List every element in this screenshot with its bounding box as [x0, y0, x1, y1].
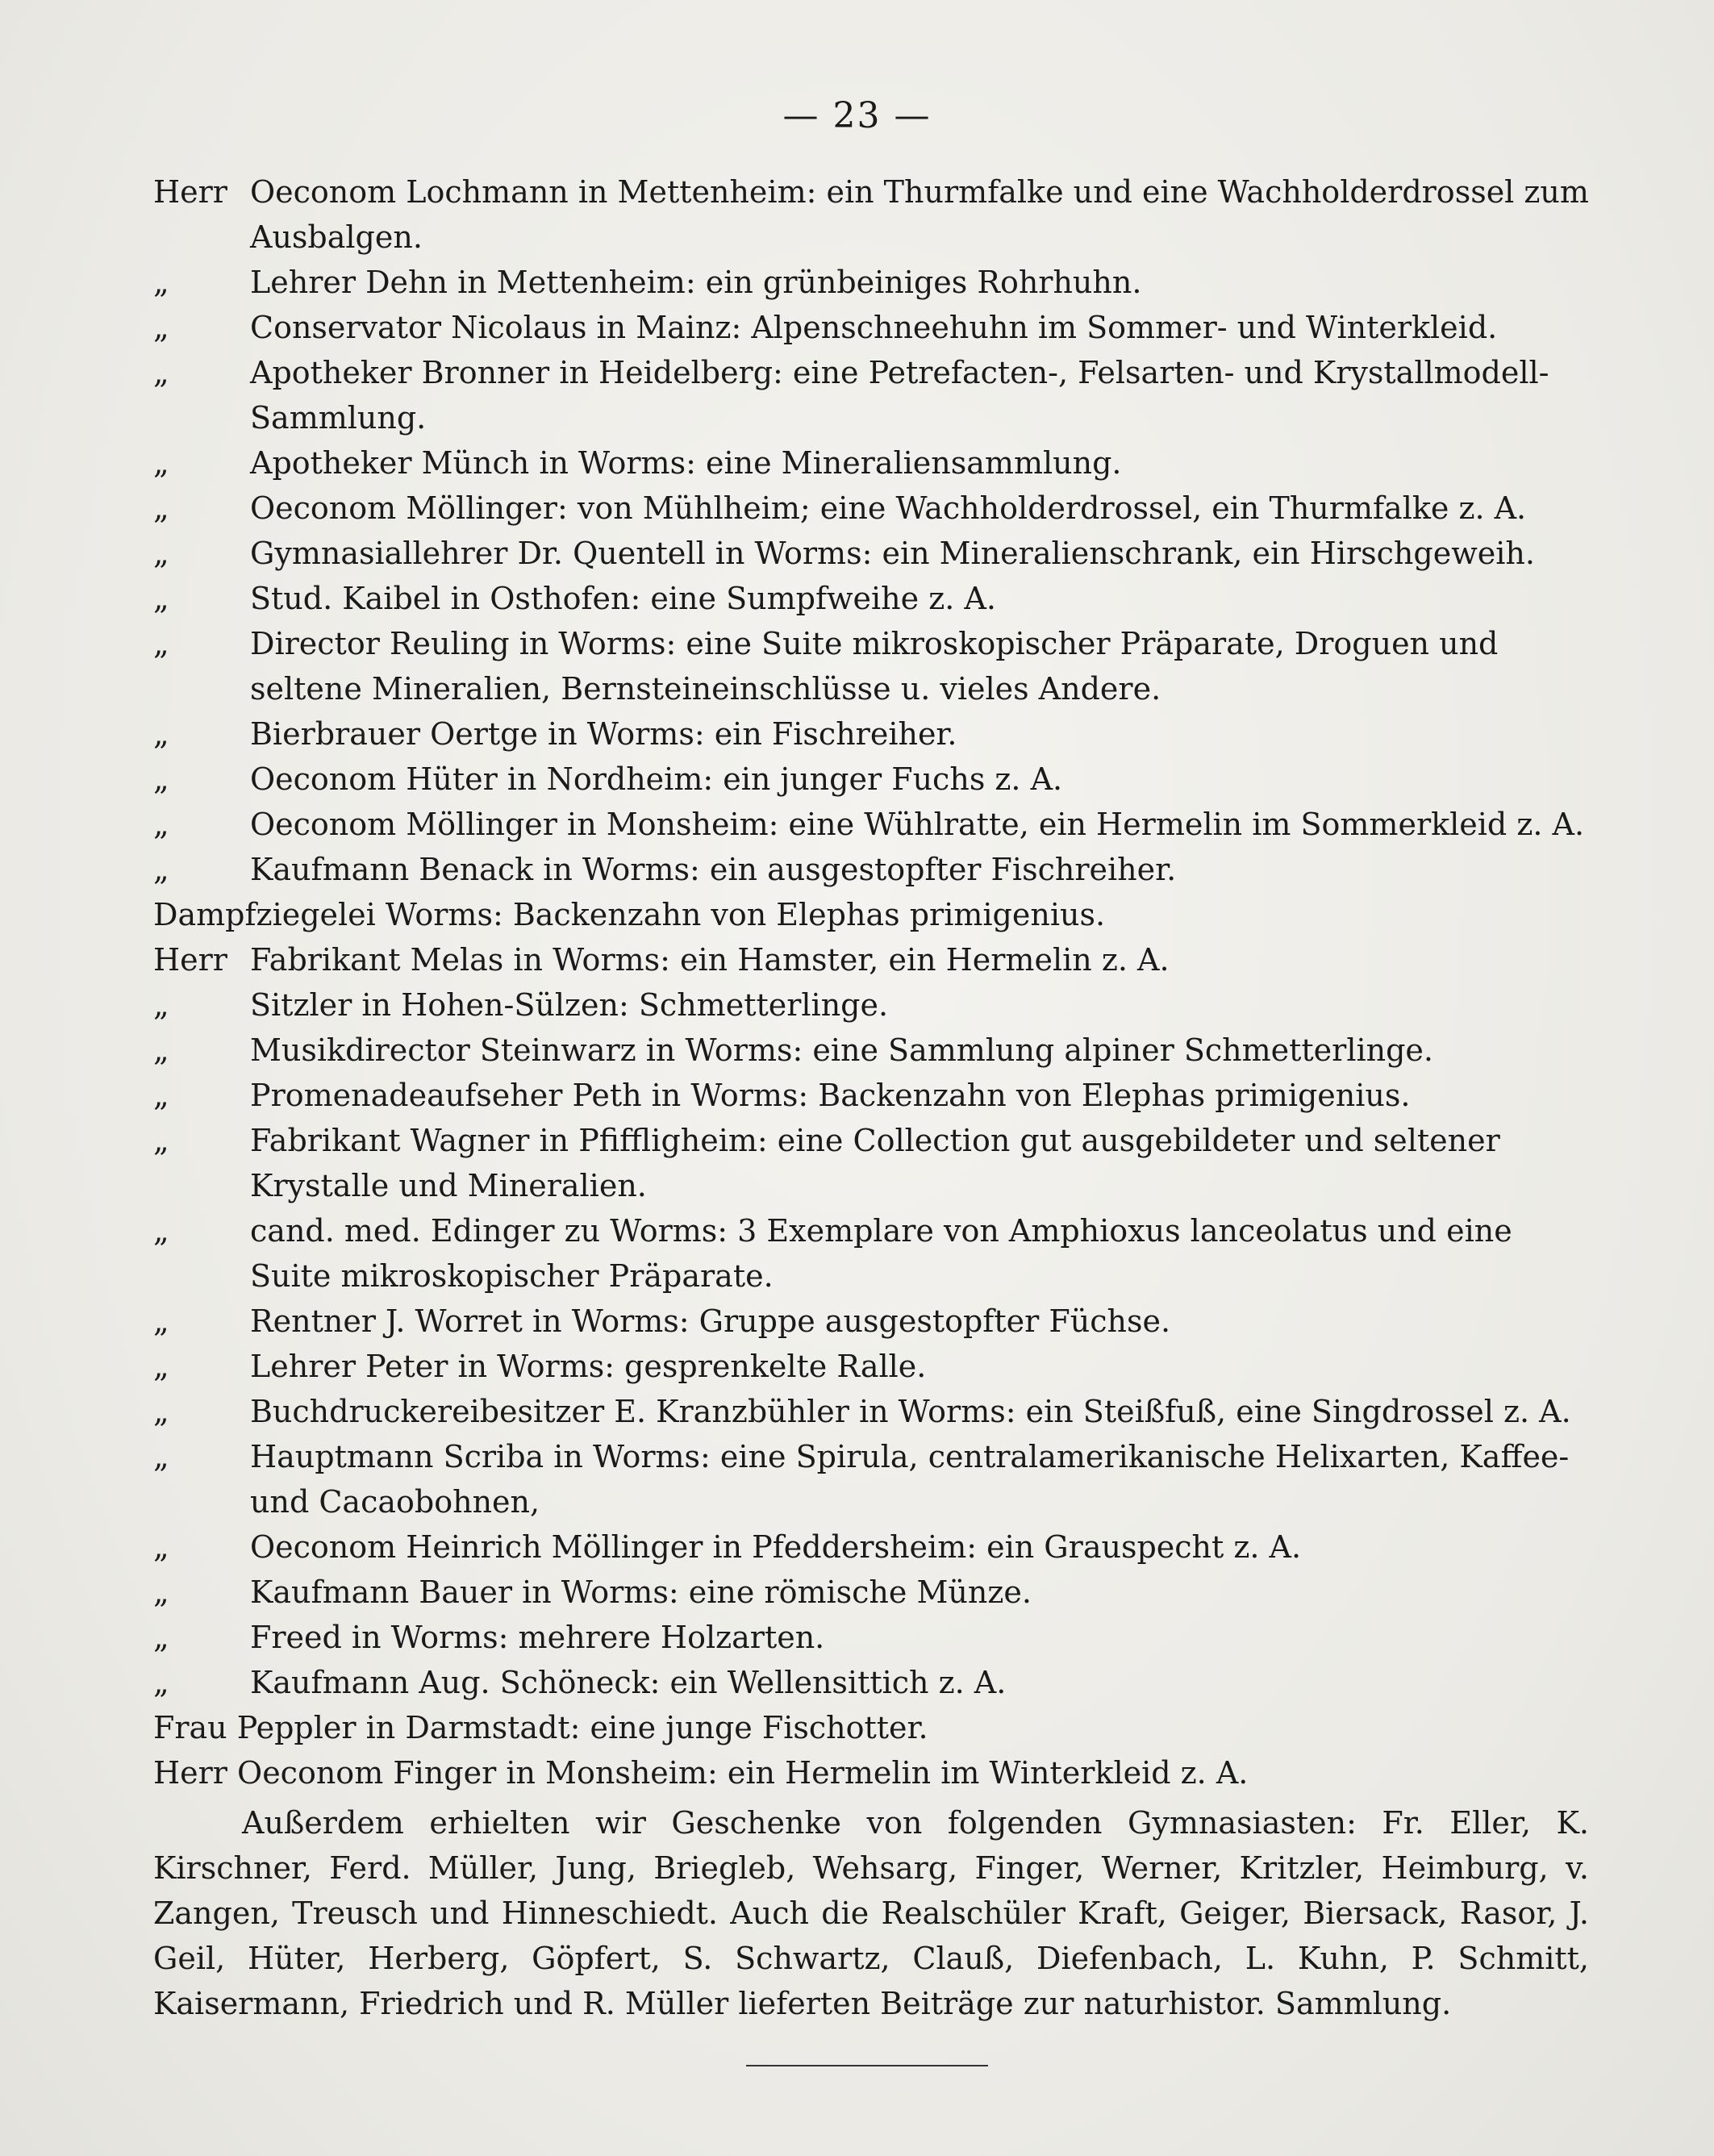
- entry-text: Lehrer Peter in Worms: gesprenkelte Ralle.: [250, 1349, 927, 1384]
- list-item: [153, 621, 1589, 711]
- entry-text: Oeconom Möllinger: von Mühlheim; eine Wachholderdrossel, ein Thurmfalke z. A.: [250, 490, 1527, 526]
- list-item: [153, 1524, 1589, 1570]
- list-item: [153, 1028, 1589, 1073]
- list-item: [153, 802, 1589, 847]
- entry-prefix: „: [153, 1303, 169, 1339]
- entry-text: Oeconom Hüter in Nordheim: ein junger Fuchs z. A.: [250, 761, 1063, 797]
- list-item: [153, 1660, 1589, 1705]
- entry-text: Kaufmann Bauer in Worms: eine römische Münze.: [250, 1574, 1032, 1610]
- entry-prefix: „: [153, 1123, 169, 1158]
- list-item: [153, 937, 1589, 982]
- entry-text: Promenadeaufseher Peth in Worms: Backenzahn von Elephas primigenius.: [250, 1078, 1411, 1113]
- list-item: [153, 1118, 1589, 1208]
- entry-prefix: „: [153, 716, 169, 752]
- entry-text: Fabrikant Melas in Worms: ein Hamster, ein Hermelin z. A.: [250, 942, 1170, 978]
- list-item: [153, 1705, 1589, 1750]
- entry-text: Lehrer Dehn in Mettenheim: ein grünbeiniges Rohrhuhn.: [250, 265, 1142, 300]
- entry-prefix: „: [153, 1574, 169, 1610]
- entry-prefix: Herr: [153, 174, 227, 210]
- list-item: [153, 531, 1589, 576]
- entry-text: Oeconom Möllinger in Monsheim: eine Wühlratte, ein Hermelin im Sommerkleid z. A.: [250, 807, 1585, 842]
- entry-prefix: „: [153, 1394, 169, 1429]
- entry-text: Hauptmann Scriba in Worms: eine Spirula, centralamerikanische Helixarten, Kaffee- und Cacaobohnen,: [250, 1439, 1570, 1520]
- entry-prefix: „: [153, 490, 169, 526]
- list-item: [153, 757, 1589, 802]
- entry-prefix: „: [153, 445, 169, 481]
- list-item: [153, 350, 1589, 440]
- list-item: [153, 1299, 1589, 1344]
- entry-text: Dampfziegelei Worms: Backenzahn von Elephas primigenius.: [153, 897, 1106, 932]
- entry-prefix: „: [153, 310, 169, 345]
- entry-text: Oeconom Heinrich Möllinger in Pfeddersheim: ein Grauspecht z. A.: [250, 1529, 1302, 1565]
- list-item: [153, 1570, 1589, 1615]
- entry-prefix: „: [153, 1032, 169, 1068]
- entry-prefix: „: [153, 1439, 169, 1474]
- entry-prefix: „: [153, 761, 169, 797]
- list-item: [153, 892, 1589, 937]
- list-item: [153, 1344, 1589, 1389]
- page-number: — 23 —: [782, 95, 932, 136]
- list-item: [153, 1434, 1589, 1524]
- entry-prefix: „: [153, 1213, 169, 1249]
- entry-text: Stud. Kaibel in Osthofen: eine Sumpfweihe z. A.: [250, 581, 996, 616]
- list-item: [153, 1750, 1589, 1795]
- list-item: [153, 440, 1589, 486]
- entry-text: Rentner J. Worret in Worms: Gruppe ausgestopfter Füchse.: [250, 1303, 1171, 1339]
- entry-text: Director Reuling in Worms: eine Suite mikroskopischer Präparate, Droguen und seltene Mineralien, Bernsteineinschlüsse u. vieles Andere.: [250, 626, 1499, 707]
- list-item: [153, 1389, 1589, 1434]
- donation-list: [153, 169, 1589, 2026]
- entry-prefix: „: [153, 1620, 169, 1655]
- list-item: [153, 169, 1589, 260]
- list-item: [153, 711, 1589, 757]
- closing-rule: [746, 2065, 988, 2066]
- entry-prefix: „: [153, 355, 169, 390]
- list-item: [153, 982, 1589, 1028]
- entry-text: Frau Peppler in Darmstadt: eine junge Fischotter.: [153, 1710, 928, 1745]
- list-item: [153, 576, 1589, 621]
- entry-prefix: „: [153, 265, 169, 300]
- entry-prefix: „: [153, 626, 169, 661]
- list-item: [153, 847, 1589, 892]
- entry-text: Bierbrauer Oertge in Worms: ein Fischreiher.: [250, 716, 957, 752]
- entry-text: Gymnasiallehrer Dr. Quentell in Worms: ein Mineralienschrank, ein Hirschgeweih.: [250, 536, 1535, 571]
- entry-text: Herr Oeconom Finger in Monsheim: ein Hermelin im Winterkleid z. A.: [153, 1755, 1249, 1791]
- entry-text: Buchdruckereibesitzer E. Kranzbühler in Worms: ein Steißfuß, eine Singdrossel z. A.: [250, 1394, 1571, 1429]
- entry-text: Kaufmann Benack in Worms: ein ausgestopfter Fischreiher.: [250, 852, 1177, 887]
- entry-text: Conservator Nicolaus in Mainz: Alpenschneehuhn im Sommer- und Winterkleid.: [250, 310, 1498, 345]
- entry-text: Musikdirector Steinwarz in Worms: eine Sammlung alpiner Schmetterlinge.: [250, 1032, 1433, 1068]
- list-item: [153, 260, 1589, 305]
- entry-text: Kaufmann Aug. Schöneck: ein Wellensittich z. A.: [250, 1665, 1007, 1700]
- entry-prefix: „: [153, 987, 169, 1023]
- entry-prefix: Herr: [153, 942, 227, 978]
- entry-prefix: „: [153, 536, 169, 571]
- entry-text: Sitzler in Hohen-Sülzen: Schmetterlinge.: [250, 987, 889, 1023]
- list-item: [153, 1208, 1589, 1299]
- list-item: [153, 486, 1589, 531]
- entry-text: Oeconom Lochmann in Mettenheim: ein Thurmfalke und eine Wachholderdrossel zum Ausbalgen.: [250, 174, 1589, 255]
- entry-prefix: „: [153, 852, 169, 887]
- entry-prefix: „: [153, 1349, 169, 1384]
- list-item: [153, 1615, 1589, 1660]
- closing-paragraph: Außerdem erhielten wir Geschenke von folgenden Gymnasiasten: Fr. Eller, K. Kirschner, Ferd. Müller, Jung, Briegleb, Wehsarg, Finger, Werner, Kritzler, Heimburg, v. Zangen, Treusch und Hinneschiedt. Auch die Realschüler Kraft, Geiger, Biersack, Rasor, J. Geil, Hüter, Herberg, Göpfert, S. Schwartz, Clauß, Diefenbach, L. Kuhn, P. Schmitt, Kaisermann, Friedrich und R. Müller lieferten Beiträge zur naturhistor. Sammlung.: [153, 1805, 1589, 2021]
- entry-text: Freed in Worms: mehrere Holzarten.: [250, 1620, 825, 1655]
- list-item: [153, 1073, 1589, 1118]
- entry-text: cand. med. Edinger zu Worms: 3 Exemplare von Amphioxus lanceolatus und eine Suite mikroskopischer Präparate.: [250, 1213, 1512, 1294]
- entry-prefix: „: [153, 1078, 169, 1113]
- entry-prefix: „: [153, 581, 169, 616]
- entry-prefix: „: [153, 1529, 169, 1565]
- list-item: [153, 305, 1589, 350]
- entry-text: Apotheker Bronner in Heidelberg: eine Petrefacten-, Felsarten- und Krystallmodell-Sammlung.: [250, 355, 1549, 436]
- entry-text: Apotheker Münch in Worms: eine Mineraliensammlung.: [250, 445, 1122, 481]
- entry-prefix: „: [153, 807, 169, 842]
- entry-text: Fabrikant Wagner in Pfiffligheim: eine Collection gut ausgebildeter und seltener Krystalle und Mineralien.: [250, 1123, 1500, 1203]
- entry-prefix: „: [153, 1665, 169, 1700]
